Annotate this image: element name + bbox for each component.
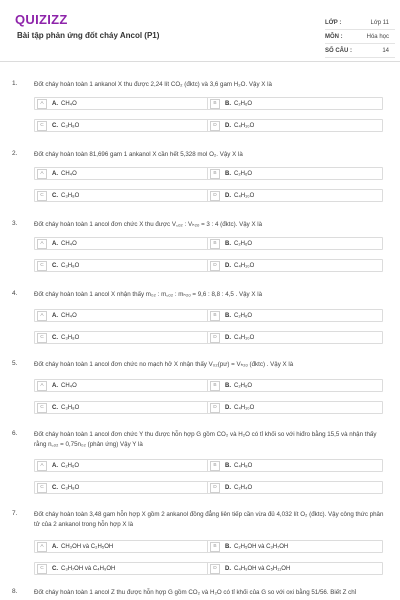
option-text: C₂H₆O: [61, 462, 80, 469]
option-label: A.: [52, 462, 58, 469]
option-a[interactable]: [34, 459, 210, 472]
question-text: Đốt cháy hoàn toàn 1 ankanol X thu được 2,24 lít CO₂ (đktc) và 3,6 gam H₂O. Vậy X là: [34, 81, 272, 88]
option-text: C₂H₆O: [234, 240, 253, 247]
option-label: B.: [225, 100, 231, 107]
meta-value: Hóa học: [366, 33, 389, 40]
option-text: C₄H₈O: [234, 462, 253, 469]
option-label: A.: [52, 543, 58, 550]
option-c[interactable]: [34, 259, 210, 272]
option-letter-box: D: [210, 564, 220, 574]
option-label: C.: [52, 484, 58, 491]
question-number: 5.: [12, 360, 18, 367]
option-letter-box: C: [37, 191, 47, 201]
meta-table: [325, 16, 395, 58]
option-text: C₃H₈O: [61, 334, 80, 341]
option-a[interactable]: [34, 379, 210, 392]
question-number: 2.: [12, 150, 18, 157]
option-b[interactable]: [207, 309, 383, 322]
option-letter-box: A: [37, 381, 47, 391]
option-text: C₄H₁₀O: [234, 334, 255, 341]
question-text: Đốt cháy hoàn toàn 1 ancol Z thu được hỗn hợp G gồm CO₂ và H₂O có tỉ khối của G so với oxi bằng 51/56. Biết Z chỉ: [34, 589, 357, 596]
option-label: B.: [225, 462, 231, 469]
option-label: D.: [225, 334, 231, 341]
option-text: C₄H₉OH và C₅H₁₁OH: [234, 565, 291, 572]
option-letter-box: C: [37, 261, 47, 271]
option-letter-box: C: [37, 333, 47, 343]
header-divider: [0, 61, 400, 62]
option-text: C₃H₈O: [61, 262, 80, 269]
question-number: 6.: [12, 430, 18, 437]
meta-key: LỚP :: [325, 19, 342, 26]
option-b[interactable]: [207, 379, 383, 392]
option-text: CH₄O: [61, 170, 77, 177]
option-label: C.: [52, 122, 58, 129]
option-letter-box: A: [37, 542, 47, 552]
option-label: D.: [225, 404, 231, 411]
option-letter-box: A: [37, 311, 47, 321]
option-d[interactable]: [207, 259, 383, 272]
option-text: C₃H₇OH và C₄H₉OH: [61, 565, 116, 572]
meta-row-subject: [325, 30, 395, 44]
option-label: D.: [225, 122, 231, 129]
option-label: A.: [52, 312, 58, 319]
option-text: C₃H₈O: [61, 404, 80, 411]
question-text: Đốt cháy hoàn toàn 3,48 gam hỗn hợp X gồm 2 ankanol đồng đẳng liên tiếp cần vừa đủ 4,032 lít O₂ (đktc). Vậy công thức phân tử của 2 ankanol trong hỗn hợp X là: [34, 511, 384, 528]
option-a[interactable]: [34, 540, 210, 553]
meta-row-grade: [325, 16, 395, 30]
option-letter-box: D: [210, 483, 220, 493]
option-c[interactable]: [34, 481, 210, 494]
option-text: C₂H₆O: [234, 100, 253, 107]
option-label: C.: [52, 192, 58, 199]
option-letter-box: B: [210, 461, 220, 471]
option-letter-box: A: [37, 461, 47, 471]
option-label: D.: [225, 262, 231, 269]
option-text: C₃H₈O: [61, 122, 80, 129]
question-number: 3.: [12, 220, 18, 227]
option-text: C₂H₆O: [234, 382, 253, 389]
question-number: 7.: [12, 510, 18, 517]
option-d[interactable]: [207, 119, 383, 132]
option-label: C.: [52, 334, 58, 341]
option-c[interactable]: [34, 401, 210, 414]
option-letter-box: A: [37, 99, 47, 109]
meta-value: Lớp 11: [370, 19, 389, 26]
option-d[interactable]: [207, 401, 383, 414]
meta-value: 14: [382, 47, 389, 54]
option-text: C₂H₆O: [234, 170, 253, 177]
option-label: B.: [225, 543, 231, 550]
option-label: D.: [225, 484, 231, 491]
option-text: C₂H₄O: [234, 484, 253, 491]
option-letter-box: B: [210, 311, 220, 321]
option-c[interactable]: [34, 189, 210, 202]
option-c[interactable]: [34, 562, 210, 575]
option-letter-box: C: [37, 121, 47, 131]
option-letter-box: C: [37, 564, 47, 574]
option-b[interactable]: [207, 167, 383, 180]
option-b[interactable]: [207, 97, 383, 110]
option-c[interactable]: [34, 119, 210, 132]
question-number: 8.: [12, 588, 18, 595]
option-a[interactable]: [34, 97, 210, 110]
option-letter-box: D: [210, 333, 220, 343]
option-letter-box: B: [210, 169, 220, 179]
option-text: CH₄O: [61, 382, 77, 389]
option-text: C₂H₅OH và C₃H₇OH: [234, 543, 289, 550]
option-b[interactable]: [207, 237, 383, 250]
option-label: B.: [225, 240, 231, 247]
option-text: C₂H₆O: [234, 312, 253, 319]
option-text: C₃H₈O: [61, 484, 80, 491]
option-text: C₄H₁₀O: [234, 192, 255, 199]
option-label: C.: [52, 404, 58, 411]
option-c[interactable]: [34, 331, 210, 344]
option-d[interactable]: [207, 481, 383, 494]
option-letter-box: A: [37, 169, 47, 179]
option-d[interactable]: [207, 331, 383, 344]
option-letter-box: D: [210, 261, 220, 271]
option-text: CH₄O: [61, 240, 77, 247]
worksheet-title: Bài tập phản ứng đốt cháy Ancol (P1): [17, 31, 160, 40]
option-text: C₄H₁₀O: [234, 262, 255, 269]
option-letter-box: B: [210, 542, 220, 552]
option-label: B.: [225, 382, 231, 389]
option-letter-box: B: [210, 381, 220, 391]
option-label: D.: [225, 565, 231, 572]
option-d[interactable]: [207, 562, 383, 575]
option-a[interactable]: [34, 237, 210, 250]
quizizz-logo: QUIZIZZ: [15, 12, 68, 27]
meta-key: MÔN :: [325, 33, 343, 40]
meta-key: SỐ CÂU :: [325, 47, 352, 54]
meta-row-count: [325, 44, 395, 58]
option-a[interactable]: [34, 309, 210, 322]
option-label: A.: [52, 100, 58, 107]
option-text: C₃H₈O: [61, 192, 80, 199]
option-a[interactable]: [34, 167, 210, 180]
option-label: C.: [52, 262, 58, 269]
option-letter-box: B: [210, 239, 220, 249]
option-letter-box: A: [37, 239, 47, 249]
option-label: B.: [225, 312, 231, 319]
option-b[interactable]: [207, 540, 383, 553]
option-letter-box: C: [37, 403, 47, 413]
option-letter-box: D: [210, 121, 220, 131]
question-text: Đốt cháy hoàn toàn 81,696 gam 1 ankanol X cần hết 5,328 mol O₂. Vậy X là: [34, 151, 243, 158]
question-number: 4.: [12, 290, 18, 297]
question-text: Đốt cháy hoàn toàn 1 ancol đơn chức Y thu được hỗn hợp G gồm CO₂ và H₂O có tỉ khối so với hiđro bằng 15,5 và nhận thấy rằng n꜀ₒ₂ = 0,75n₀₂ (phản ứng) Vậy Y là: [34, 431, 377, 448]
option-text: CH₃OH và C₂H₅OH: [61, 543, 114, 550]
option-text: CH₄O: [61, 100, 77, 107]
question-text: Đốt cháy hoàn toàn 1 ancol đơn chức X thu được V꜀ₒ₂ : Vₕ₂ₒ = 3 : 4 (đktc). Vậy X là: [34, 221, 263, 228]
option-label: A.: [52, 240, 58, 247]
option-label: C.: [52, 565, 58, 572]
option-letter-box: C: [37, 483, 47, 493]
option-letter-box: D: [210, 191, 220, 201]
option-text: CH₄O: [61, 312, 77, 319]
option-letter-box: B: [210, 99, 220, 109]
option-text: C₄H₁₀O: [234, 122, 255, 129]
question-number: 1.: [12, 80, 18, 87]
option-letter-box: D: [210, 403, 220, 413]
question-text: Đốt cháy hoàn toàn 1 ancol X nhận thấy m₀₂ : m꜀ₒ₂ : mₕ₂ₒ = 9,6 : 8,8 : 4,5 . Vậy X là: [34, 291, 263, 298]
option-text: C₄H₁₀O: [234, 404, 255, 411]
option-b[interactable]: [207, 459, 383, 472]
option-label: A.: [52, 170, 58, 177]
option-label: A.: [52, 382, 58, 389]
option-label: B.: [225, 170, 231, 177]
option-label: D.: [225, 192, 231, 199]
question-text: Đốt cháy hoàn toàn 1 ancol đơn chức no mạch hở X nhận thấy V₀₂(pư) = Vₕ₂ₒ (đktc) . Vậy X là: [34, 361, 294, 368]
option-d[interactable]: [207, 189, 383, 202]
